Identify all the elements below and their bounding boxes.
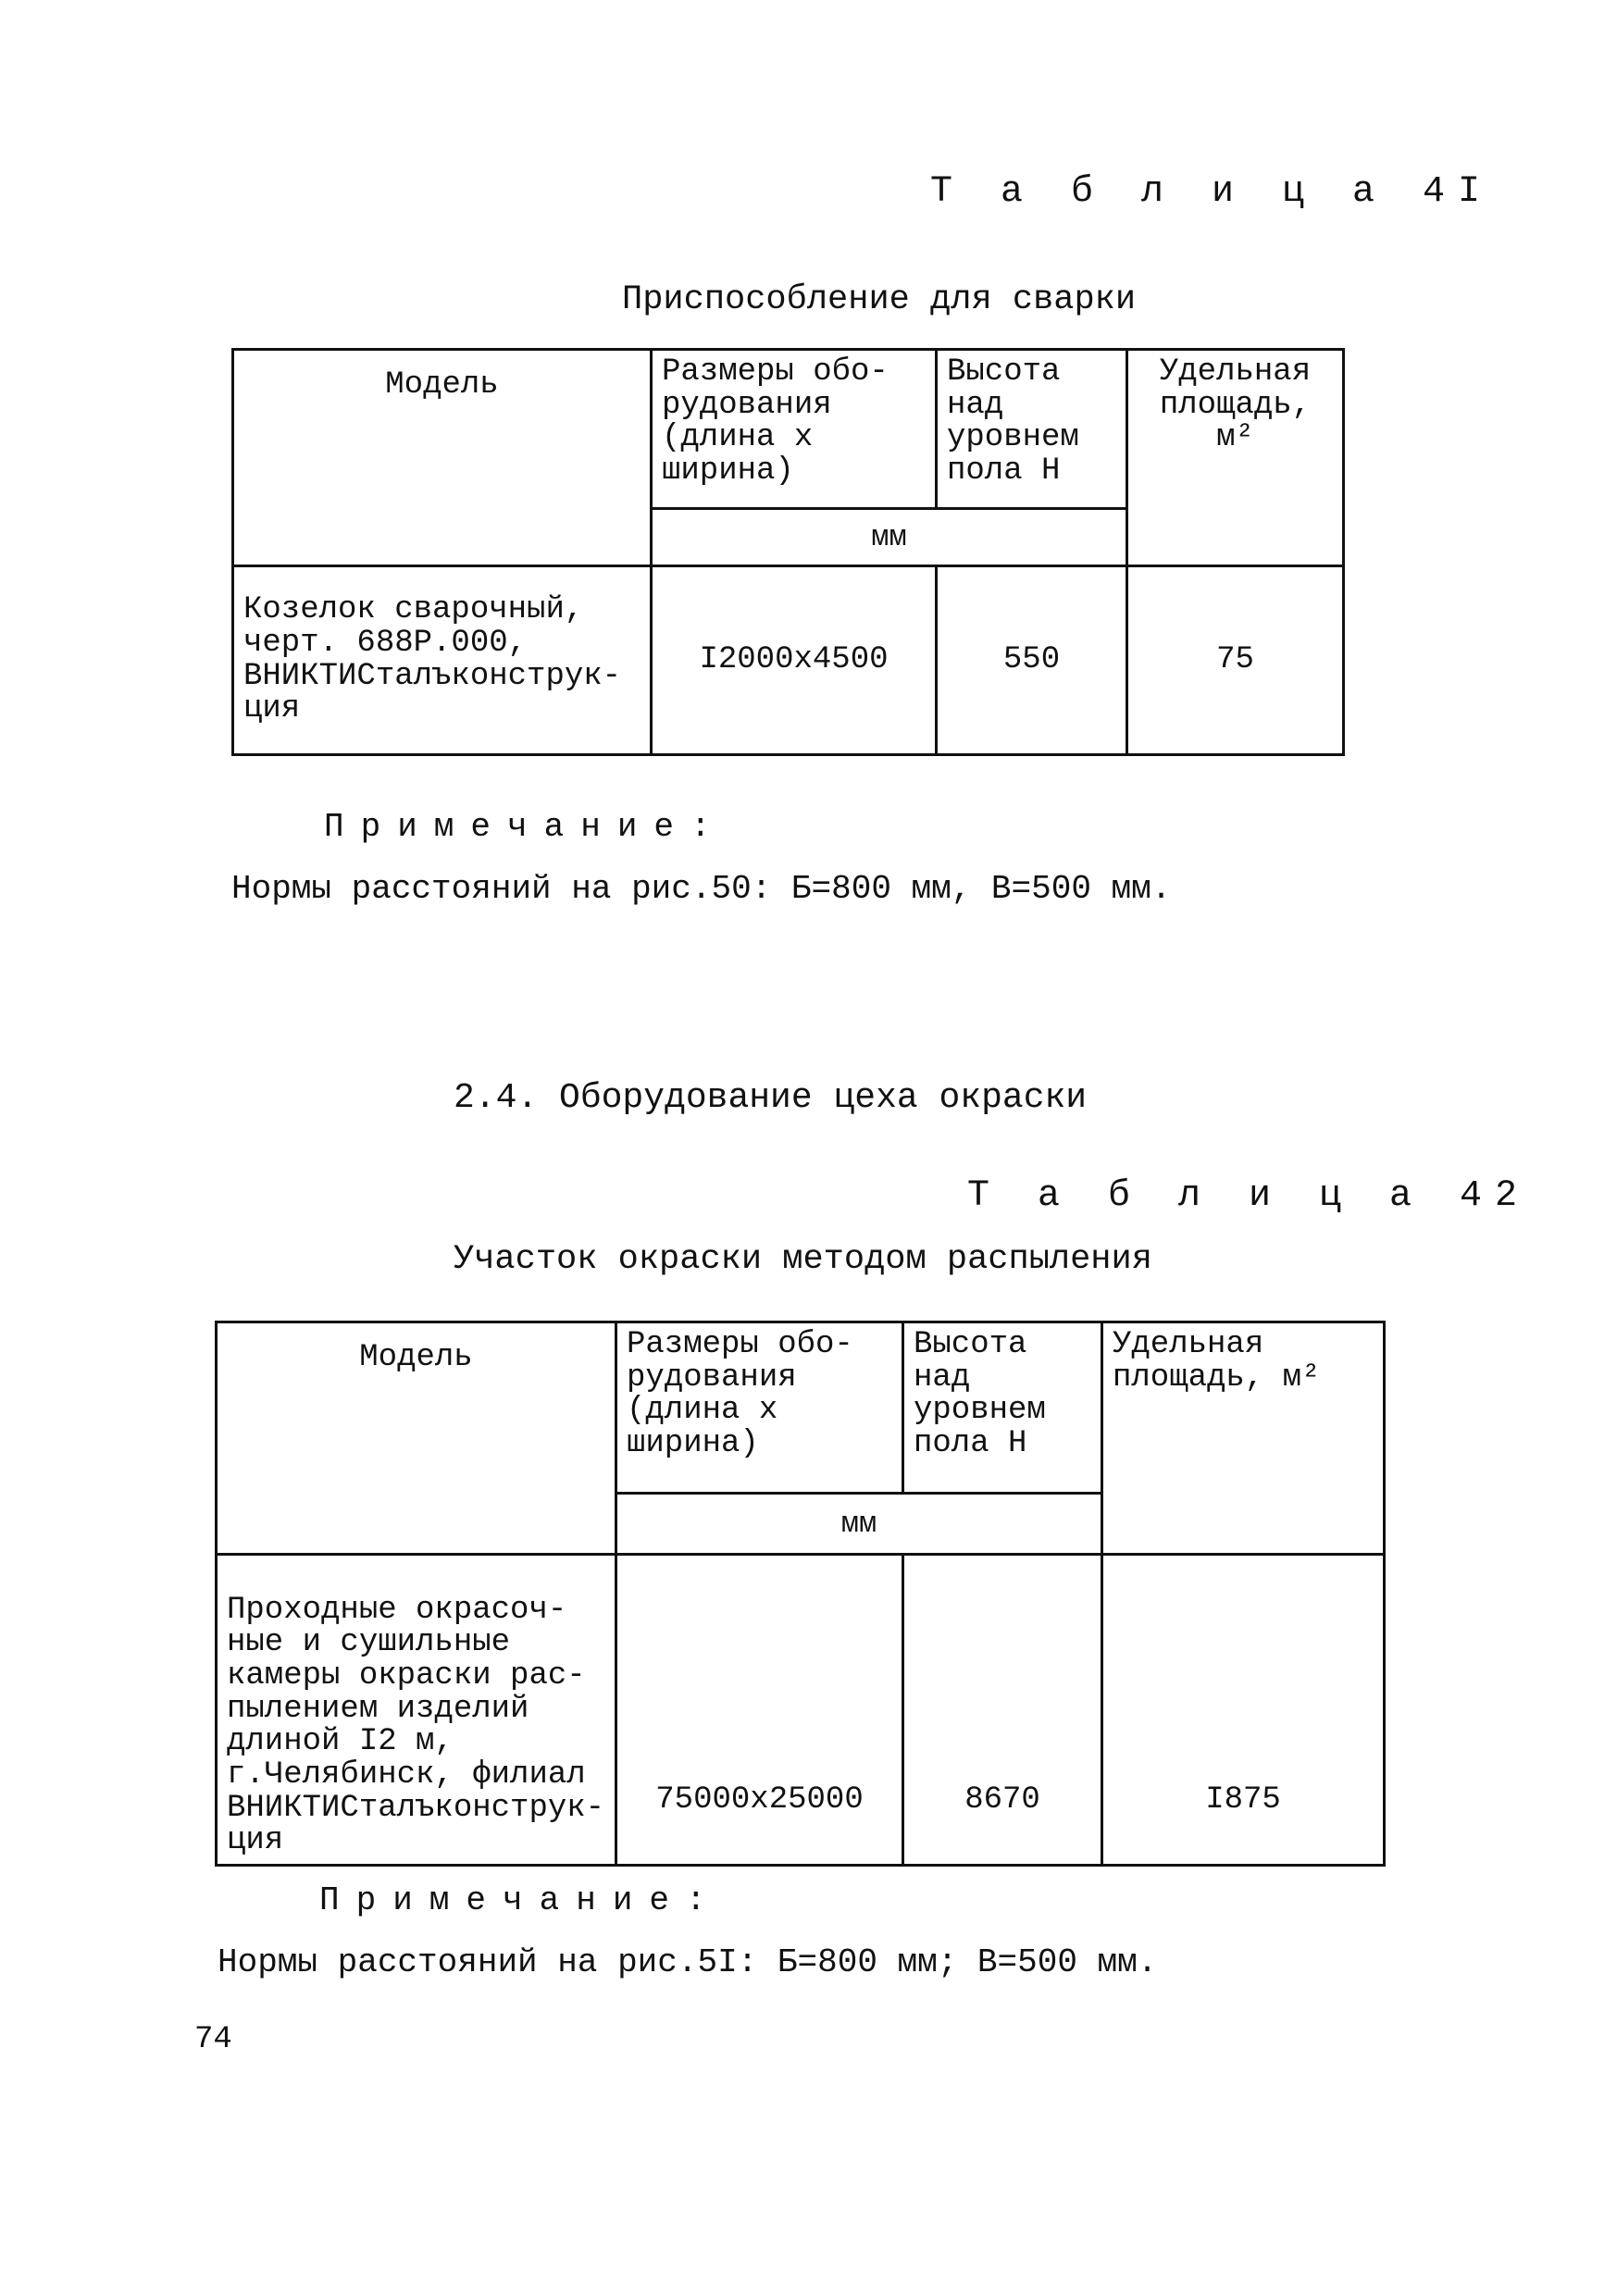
table41-row-height: 550 <box>937 566 1127 755</box>
table41-row-area: 75 <box>1127 566 1344 755</box>
table42-caption: Участок окраски методом распыления <box>454 1240 1152 1279</box>
table41-note-text: Нормы расстояний на рис.50: Б=800 мм, В=500 мм. <box>231 870 1172 908</box>
table41-header-model: Модель <box>233 350 652 566</box>
table41-header-dimensions: Размеры обо-рудования (длина х ширина) <box>652 350 937 509</box>
table42-header-model: Модель <box>217 1322 616 1555</box>
table41-caption: Приспособление для сварки <box>622 280 1137 319</box>
table42-row-height: 8670 <box>903 1555 1102 1866</box>
table42-row-area: I875 <box>1102 1555 1385 1866</box>
table42-header-height: Высота над уровнем пола Н <box>903 1322 1102 1494</box>
page-number: 74 <box>194 2022 232 2057</box>
table41 <box>231 348 1345 756</box>
table41-header-unit: мм <box>652 509 1127 566</box>
table42-header-area: Удельная площадь, м² <box>1102 1322 1385 1555</box>
table42 <box>215 1321 1386 1867</box>
table41-title: Т а б л и ц а 4I <box>930 171 1494 213</box>
table42-note-text: Нормы расстояний на рис.5I: Б=800 мм; В=500 мм. <box>218 1943 1158 1981</box>
table41-note-label: Примечание: <box>324 808 728 846</box>
table41-row-dimensions: I2000x4500 <box>652 566 937 755</box>
table42-row-model: Проходные окрасоч-ные и сушильные камеры окраски рас-пылением изделий длиной I2 м, г.Челябинск, филиал ВНИКТИСталъконструк-ция <box>217 1555 616 1866</box>
table42-note-label: Примечание: <box>319 1881 723 1919</box>
table42-title: Т а б л и ц а 42 <box>967 1175 1531 1217</box>
table42-header-unit: мм <box>616 1494 1102 1555</box>
table41-header-height: Высота над уровнем пола Н <box>937 350 1127 509</box>
section-heading: 2.4. Оборудование цеха окраски <box>454 1078 1088 1118</box>
table42-row-dimensions: 75000x25000 <box>616 1555 903 1866</box>
table41-row-model: Козелок сварочный, черт. 688Р.000, ВНИКТИСталъконструк-ция <box>233 566 652 755</box>
table42-header-dimensions: Размеры обо-рудования (длина х ширина) <box>616 1322 903 1494</box>
table41-header-area: Удельная площадь, м² <box>1127 350 1344 566</box>
